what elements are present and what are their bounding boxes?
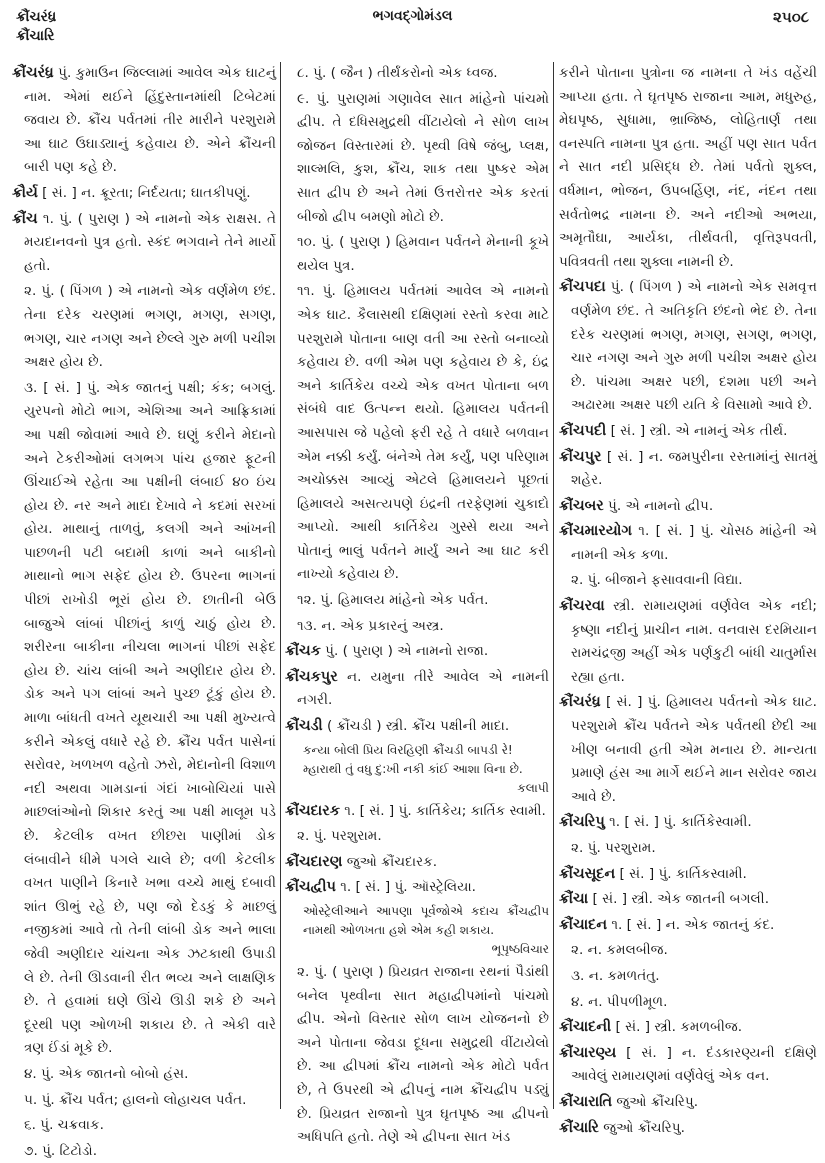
entry-sense: [285, 825, 549, 849]
headword: ક્રૌંચડી: [285, 718, 323, 735]
dictionary-entry: [559, 1091, 817, 1115]
headword: ક્રૌંચસૂદન: [559, 865, 616, 882]
headword: ક્રૌંચબર: [559, 497, 604, 514]
dictionary-entry: [559, 1016, 817, 1040]
entry-sense: [559, 965, 817, 989]
headword: ક્રૌંચપુર: [559, 448, 602, 465]
definition-text: ૯. પું. પુરાણમાં ગણાવેલ સાત માંહેનો પાંચમો દ્વીપ. તે દધિસમુદ્રથી વીંટાયેલો ને સોળ લાખ જોજન વિસ્તારમાં છે. પૃથ્વી વિષે જંબુ, પ્લક્ષ, શાલ્મલિ, કુશ, ક્રૌંચ, શાક તથા પુષ્કર એમ સાત દ્વીપ છે અને તેમાં ઉત્તરોત્તર એક કરતાં બીજો દ્વીપ બમણો મોટો છે.: [297, 90, 549, 225]
definition-text: ૨. પું. બીજાને ફસાવવાની વિદ્યા.: [571, 572, 743, 589]
definition-text: [ સં. ] ન. જમપુરીના રસ્તામાંનું સાતમું શહેર.: [571, 448, 817, 489]
entry-sense: [285, 961, 549, 1150]
definition-text: ૪. ન. પીપળીમૂળ.: [571, 993, 668, 1010]
definition-text: પું. એ નામનો દ્વીપ.: [608, 497, 714, 514]
definition-text: [ સં. ] પું. હિમાલય પર્વતનો એક ઘાટ. પરશુરામે ક્રૌંચ પર્વતને એક પર્વતથી છેદી આ ખીણ બનાવી હતી એમ મનાય છે. માન્યતા પ્રમાણે હંસ આ માર્ગે થઈને માન સરોવર જાય આવે છે.: [571, 694, 817, 805]
definition-text: [ સં. ] સ્ત્રી. એ નામનું એક તીર્થ.: [610, 422, 788, 439]
entry-sense: [559, 991, 817, 1015]
entry-sense: [12, 1063, 276, 1087]
dictionary-entry: [559, 276, 817, 418]
definition-text: ૧. [ સં. ] પું. ચોસઠ માંહેની એ નામની એક કળા.: [571, 523, 817, 563]
definition-text: જુઓ ક્રૌંચરિપુ.: [616, 1093, 699, 1110]
headword: ક્રૌંચકપુર: [285, 668, 338, 685]
entry-sense: [12, 1140, 276, 1163]
definition-text: સ્ત્રી. રામાયણમાં વર્ણવેલ એક નદી; કૃષ્ણા નદીનું પ્રાચીન નામ. વનવાસ દરમિયાન રામચંદ્રજી અહીં એક પર્ણકુટી બાંધી ચાતુર્માસ રહ્યા હતા.: [571, 598, 817, 685]
entry-sense: [559, 837, 817, 861]
definition-text: ૧૨. પું. હિમાલય માંહેનો એક પર્વત.: [297, 592, 489, 609]
headword: ક્રૌંચદારક: [285, 802, 340, 819]
definition-text: ૪. પું. એક જાતનો બોબો હંસ.: [24, 1065, 189, 1082]
guide-word-first: ક્રૌંચરંધ્ર: [16, 9, 57, 25]
dictionary-entry: [12, 208, 276, 279]
dictionary-entry: [12, 62, 276, 180]
entry-sense: [12, 377, 276, 1061]
citation-source: કલાપી: [517, 780, 549, 795]
dictionary-entry: [285, 715, 549, 739]
definition-text: ૩. ન. કમળતંતુ.: [571, 967, 660, 984]
definition-text: પું. ( પુરાણ ) એ નામનો રાજા.: [325, 643, 489, 660]
dictionary-entry: [559, 520, 817, 567]
headword: ક્રૌંચપદી: [559, 422, 607, 439]
column-divider: [280, 62, 281, 1109]
entry-sense: [285, 231, 549, 278]
definition-text: ૧૩. ન. એક પ્રકારનું અસ્ત્ર.: [297, 617, 444, 634]
definition-text: ૨. પું. ( પુરાણ ) પ્રિયવ્રત રાજાના રથનાં પૈડાંથી બનેલ પૃથ્વીના સાત મહાદ્વીપમાંનો પાંચમો દ્વીપ. એનો વિસ્તાર સોળ લાખ યોજનનો છે અને પોતાના જેવડા દૂધના સમુદ્રથી વીંટાયેલો છે. આ દ્વીપમાં ક્રૌંચ નામનો એક મોટો પર્વત છે, તે ઉપરથી એ દ્વીપનું નામ ક્રૌંચદ્વીપ પડ્યું છે. પ્રિયવ્રત રાજાનો પુત્ર ઘૃતપૃષ્ઠ આ દ્વીપનો અધિપતિ હતો. તેણે એ દ્વીપના સાત ખંડ: [297, 964, 549, 1146]
page-header: [0, 0, 825, 58]
dictionary-entry: [559, 914, 817, 938]
definition-text: [ સં. ] સ્ત્રી. એક જાતની બગલી.: [592, 891, 770, 908]
definition-text: [ સં. ] સ્ત્રી. કમળબીજ.: [615, 1019, 743, 1036]
dictionary-entry: [559, 1117, 817, 1141]
definition-text: ૭. પું. ટિટોડો.: [24, 1142, 98, 1159]
definition-text: ૩. [ સં. ] પું. એક જાતનું પક્ષી; કંક; બગલું. યુરપનો મોટો ભાગ, એશિઆ અને આફ્રિકામાં આ પક્ષી જોવામાં આવે છે. ઘણું કરીને મેદાનો અને ટેકરીઓમાં લગભગ પાંચ હજાર ફૂટની ઊંચાઈએ રહેતા આ પક્ષીની લંબાઈ ૪૦ ઇંચ હોય છે. નર અને માદા દેખાવે ને કદમાં સરખાં હોય. માથાનું તાળવું, કલગી અને આંખની પાછળની પટી બદામી કાળાં અને બાકીનો માથાનો ભાગ સફેદ હોય છે. ઉપરના ભાગનાં પીછાં રાખોડી ભૂરાં હોય છે. છાતીની બેઉ બાજુએ લાંબાં પીછાંનું કાળું ચાઠું હોય છે. શરીરના બાકીના નીચલા ભાગનાં પીછાં સફેદ હોય છે. ચાંચ લાંબી અને અણીદાર હોય છે. ડોક અને પગ લાંબાં અને પુચ્છ ટૂંકું હોય છે. માળા બાંધતી વખતે યૂથચારી આ પક્ષી મુખ્યત્વે કરીને એકલું વધારે રહે છે. ક્રૌંચ પર્વત પાસેનાં સરોવર, ખળખળ વહેતો ઝરો, મેદાનોની વિશાળ નદી અથવા ગામડાનાં ગંદાં ખાબોચિયાં પાસે માછલાંઓનો શિકાર કરતું આ પક્ષી માલૂમ પડે છે. કેટલીક વખત છીછરા પાણીમાં ડોક લંબાવીને ધીમે પગલે ચાલે છે; વળી કેટલીક વખત પાણીને કિનારે ખભા વચ્ચે માથું દબાવી શાંત ઊભું રહે છે, પણ જો દેડકું કે માછલું નજીકમાં આવે તો તેની લાંબી ડોક અને ભાલા જેવી અણીદાર ચાંચના એક ઝટકાથી ઉપાડી લે છે. તેની ઊડવાની રીત ભવ્ય અને લાક્ષણિક છે. તે હવામાં ઘણે ઊંચે ઊડી શકે છે અને દૂરથી પણ ઓળખી શકાય છે. તે એકી વારે ત્રણ ઈંડાં મૂકે છે.: [24, 379, 276, 1057]
headword: ક્રૌંચાદન: [559, 916, 608, 933]
headword: ક્રૌંચરવા: [559, 598, 605, 615]
headword: ક્રૌંચારાતિ: [559, 1093, 613, 1110]
entry-sense: [12, 1089, 276, 1113]
headword: ક્રૌંચદ્વીપ: [285, 879, 336, 896]
citation-source: ભૂપૃષ્ઠવિચાર: [491, 942, 549, 956]
headword: ક્રૌંચારિ: [559, 1119, 599, 1136]
definition-text: પું. ( પિંગળ ) એ નામનો એક સમવૃત્ત વર્ણમેળ છંદ. તે અતિકૃતિ છંદનો ભેદ છે. તેના દરેક ચરણમાં ભગણ, મગણ, સગણ, ભગણ, ચાર નગણ અને ગુરુ મળી પચીશ અક્ષર હોય છે. પાંચમા અક્ષર પછી, દશમા પછી અને અઢારમા અક્ષર પછી યતિ કે વિસામો આવે છે.: [571, 279, 817, 414]
entry-sense: [285, 589, 549, 613]
quote-line: મ્હારાથી તું વધુ દુ:ખી નકી કાંઈ આશા વિના છે.: [303, 761, 523, 776]
headword: ક્રૌંચરંધ્ર: [559, 694, 601, 711]
entry-sense: [12, 1114, 276, 1138]
entry-sense: [12, 280, 276, 374]
dictionary-entry: [559, 863, 817, 887]
dictionary-entry: [559, 691, 817, 809]
headword: ક્રૌંચાદની: [559, 1019, 612, 1036]
quote-line: ઓસ્ટ્રેલીઆને આપણા પૂર્વજોએ કદાચ ક્રૌંચદ્વીપ નામથી ઓળખતા હશે એમ કહી શકાય.: [303, 904, 549, 937]
definition-text: ૧. [ સં. ] પું. ઑસ્ટ્રેલિયા.: [340, 879, 476, 896]
definition-text: જુઓ ક્રૌંચરિપુ.: [603, 1119, 685, 1136]
dictionary-entry: [559, 420, 817, 444]
definition-text: ૨. ન. કમલબીજ.: [571, 942, 668, 959]
definition-text: ૧. [ સં. ] પું. કાર્તિકેસ્વામી.: [609, 814, 752, 831]
definition-text: ૨. પું. પરશુરામ.: [571, 840, 656, 856]
dictionary-entry: [559, 595, 817, 689]
dictionary-entry: [559, 811, 817, 835]
entry-sense: [559, 62, 817, 274]
headword: ક્રૌંચપદા: [559, 279, 606, 296]
definition-text: ન. યમુના તીરે આવેલ એ નામની નગરી.: [297, 668, 549, 709]
headword: ક્રૌંચ: [12, 210, 38, 227]
headword: ક્રૌંચરંધ્ર: [12, 65, 54, 81]
definition-text: [ સં. ] ન. દંડકારણ્યની દક્ષિણે આવેલું રામાયણમાં વર્ણવેલું એક વન.: [571, 1044, 817, 1085]
definition-text: [ સં. ] ન. ક્રૂરતા; નિર્દયતા; ઘાતકીપણું.: [42, 184, 251, 201]
headword: ક્રૌર્ય: [12, 184, 38, 201]
definition-text: જુઓ ક્રૌંચદારક.: [346, 853, 438, 870]
definition-text: પું. કુમાઉન જિલ્લામાં આવેલ એક ઘાટનું નામ. એમાં થઈને હિંદુસ્તાનમાંથી ટિબેટમાં જવાય છે. ક્રૌંચ પર્વતમાં તીર મારીને પરશુરામે આ ઘાટ ઉઘાડ્યાનું કહેવાય છે. એને ક્રૌંચની બારી પણ કહે છે.: [24, 65, 276, 176]
definition-text: ( ક્રૌંચડી ) સ્ત્રી. ક્રૌંચ પક્ષીની માદા.: [327, 718, 510, 735]
dictionary-entry: [285, 800, 549, 824]
dictionary-entry: [559, 888, 817, 912]
dictionary-entry: [285, 851, 549, 875]
column-2: [285, 62, 549, 1146]
quote-line: કન્યા બોલી પ્રિય વિરહિણી ક્રૌંચડી બાપડી રે!: [303, 742, 513, 757]
dictionary-entry: [285, 640, 549, 664]
definition-text: ૧. પું. ( પુરાણ ) એ નામનો એક રાક્ષસ. તે મયદાનવનો પુત્ર હતો. સ્કંદ ભગવાને તેને માર્યો હતો.: [24, 210, 276, 274]
dictionary-entry: [559, 446, 817, 493]
column-divider: [553, 62, 554, 1109]
definition-text: ૧. [ સં. ] પું. કાર્તિકેય; કાર્તિક સ્વામી.: [344, 802, 546, 819]
entry-sense: [285, 62, 549, 86]
book-title: ભગવદ્ગોમંડલ: [372, 8, 453, 24]
guide-word-last: ક્રૌંચારિ: [16, 28, 55, 44]
definition-text: ૧૦. પું. ( પુરાણ ) હિમવાન પર્વતને મેનાની કૂખે થયેલ પુત્ર.: [297, 234, 549, 274]
definition-text: ૧૧. પું. હિમાલય પર્વતમાં આવેલ એ નામનો એક ઘાટ. કૈલાસથી દક્ષિણમાં રસ્તો કરવા માટે પરશુરામે પોતાના બાણ વતી આ રસ્તો બનાવ્યો કહેવાય છે. વળી એમ પણ કહેવાય છે કે, ઇંદ્ર અને કાર્તિકેય વચ્ચે એક વખત પોતાના બળ સંબંધે વાદ ઉત્પન્ન થયો. હિમાલય પર્વતની આસપાસ જે પહેલો ફરી રહે તે વધારે બળવાન એમ નક્કી કર્યું. બંનેએ તેમ કર્યું, પણ પરિણામ અચોક્કસ આવ્યું એટલે હિમાલયને પૂછતાં હિમાલયે અસત્યપણે ઇંદ્રની તરફેણમાં ચુકાદો આપ્યો. આથી કાર્તિકેય ગુસ્સે થયા અને પોતાનું ભાલું પર્વતને માર્યું અને આ ઘાટ કરી નાખ્યો કહેવાય છે.: [297, 283, 549, 583]
entry-sense: [559, 569, 817, 593]
column-3: [559, 62, 817, 1136]
page-number: ૨૫૦૮: [773, 8, 809, 26]
headword: ક્રૌંચક: [285, 643, 321, 660]
definition-text: ૮. પું. ( જૈન ) તીર્થંકરોનો એક ધ્વજ.: [297, 65, 498, 81]
headword: ક્રૌંચદારણ: [285, 853, 343, 870]
definition-text: [ સં. ] પું. કાર્તિકસ્વામી.: [619, 865, 747, 882]
dictionary-entry: [285, 876, 549, 900]
column-1: [12, 62, 276, 1159]
entry-sense: [285, 280, 549, 587]
definition-text: ૧. [ સં. ] ન. એક જાતનું કંદ.: [611, 916, 775, 933]
headword: ક્રૌંચા: [559, 891, 589, 908]
headword: ક્રૌંચરિપુ: [559, 814, 605, 831]
definition-text: ૨. પું. પરશુરામ.: [297, 828, 382, 845]
entry-sense: [285, 615, 549, 639]
headword: ક્રૌંચારણ્ય: [559, 1044, 617, 1061]
dictionary-entry: [559, 495, 817, 519]
entry-sense: [285, 88, 549, 230]
definition-text: ૨. પું. ( પિંગળ ) એ નામનો એક વર્ણમેળ છંદ. તેના દરેક ચરણમાં ભગણ, મગણ, સગણ, ભગણ, ચાર નગણ અને છેલ્લે ગુરુ મળી પચીશ અક્ષર હોય છે.: [24, 283, 276, 371]
dictionary-entry: [559, 1042, 817, 1089]
dictionary-entry: [12, 182, 276, 206]
citation-quote: [285, 741, 549, 798]
entry-sense: [559, 939, 817, 963]
headword: ક્રૌંચમારયોગ: [559, 523, 632, 540]
definition-text: કરીને પોતાના પુત્રોના જ નામના તે ખંડ વહેંચી આપ્યા હતા. તે ઘૃતપૃષ્ઠ રાજાના આમ, મધુરુહ, મેઘપૃષ્ઠ, સુધામા, ભ્રાજિષ્ઠ, લોહિતાર્ણ તથા વનસ્પતિ નામના પુત્ર હતા. અહીં પણ સાત પર્વત ને સાત નદી પ્રસિદ્ધ છે. તેમાં પર્વતો શુક્લ, વર્ધમાન, ભોજન, ઉપબર્હિણ, નંદ, નંદન તથા સર્વતોભદ્ર નામના છે. અને નદીઓ અભયા, અમૃતૌઘા, આર્યકા, તીર્થવતી, વૃત્તિરૂપવતી, પવિત્રવતી તથા શુક્લા નામની છે.: [559, 65, 817, 270]
definition-text: ૬. પું. ચક્રવાક.: [24, 1117, 104, 1134]
definition-text: ૫. પું. ક્રૌંચ પર્વત; હાલનો લોહાચલ પર્વત.: [24, 1091, 247, 1108]
dictionary-entry: [285, 666, 549, 713]
citation-quote: [285, 902, 549, 959]
